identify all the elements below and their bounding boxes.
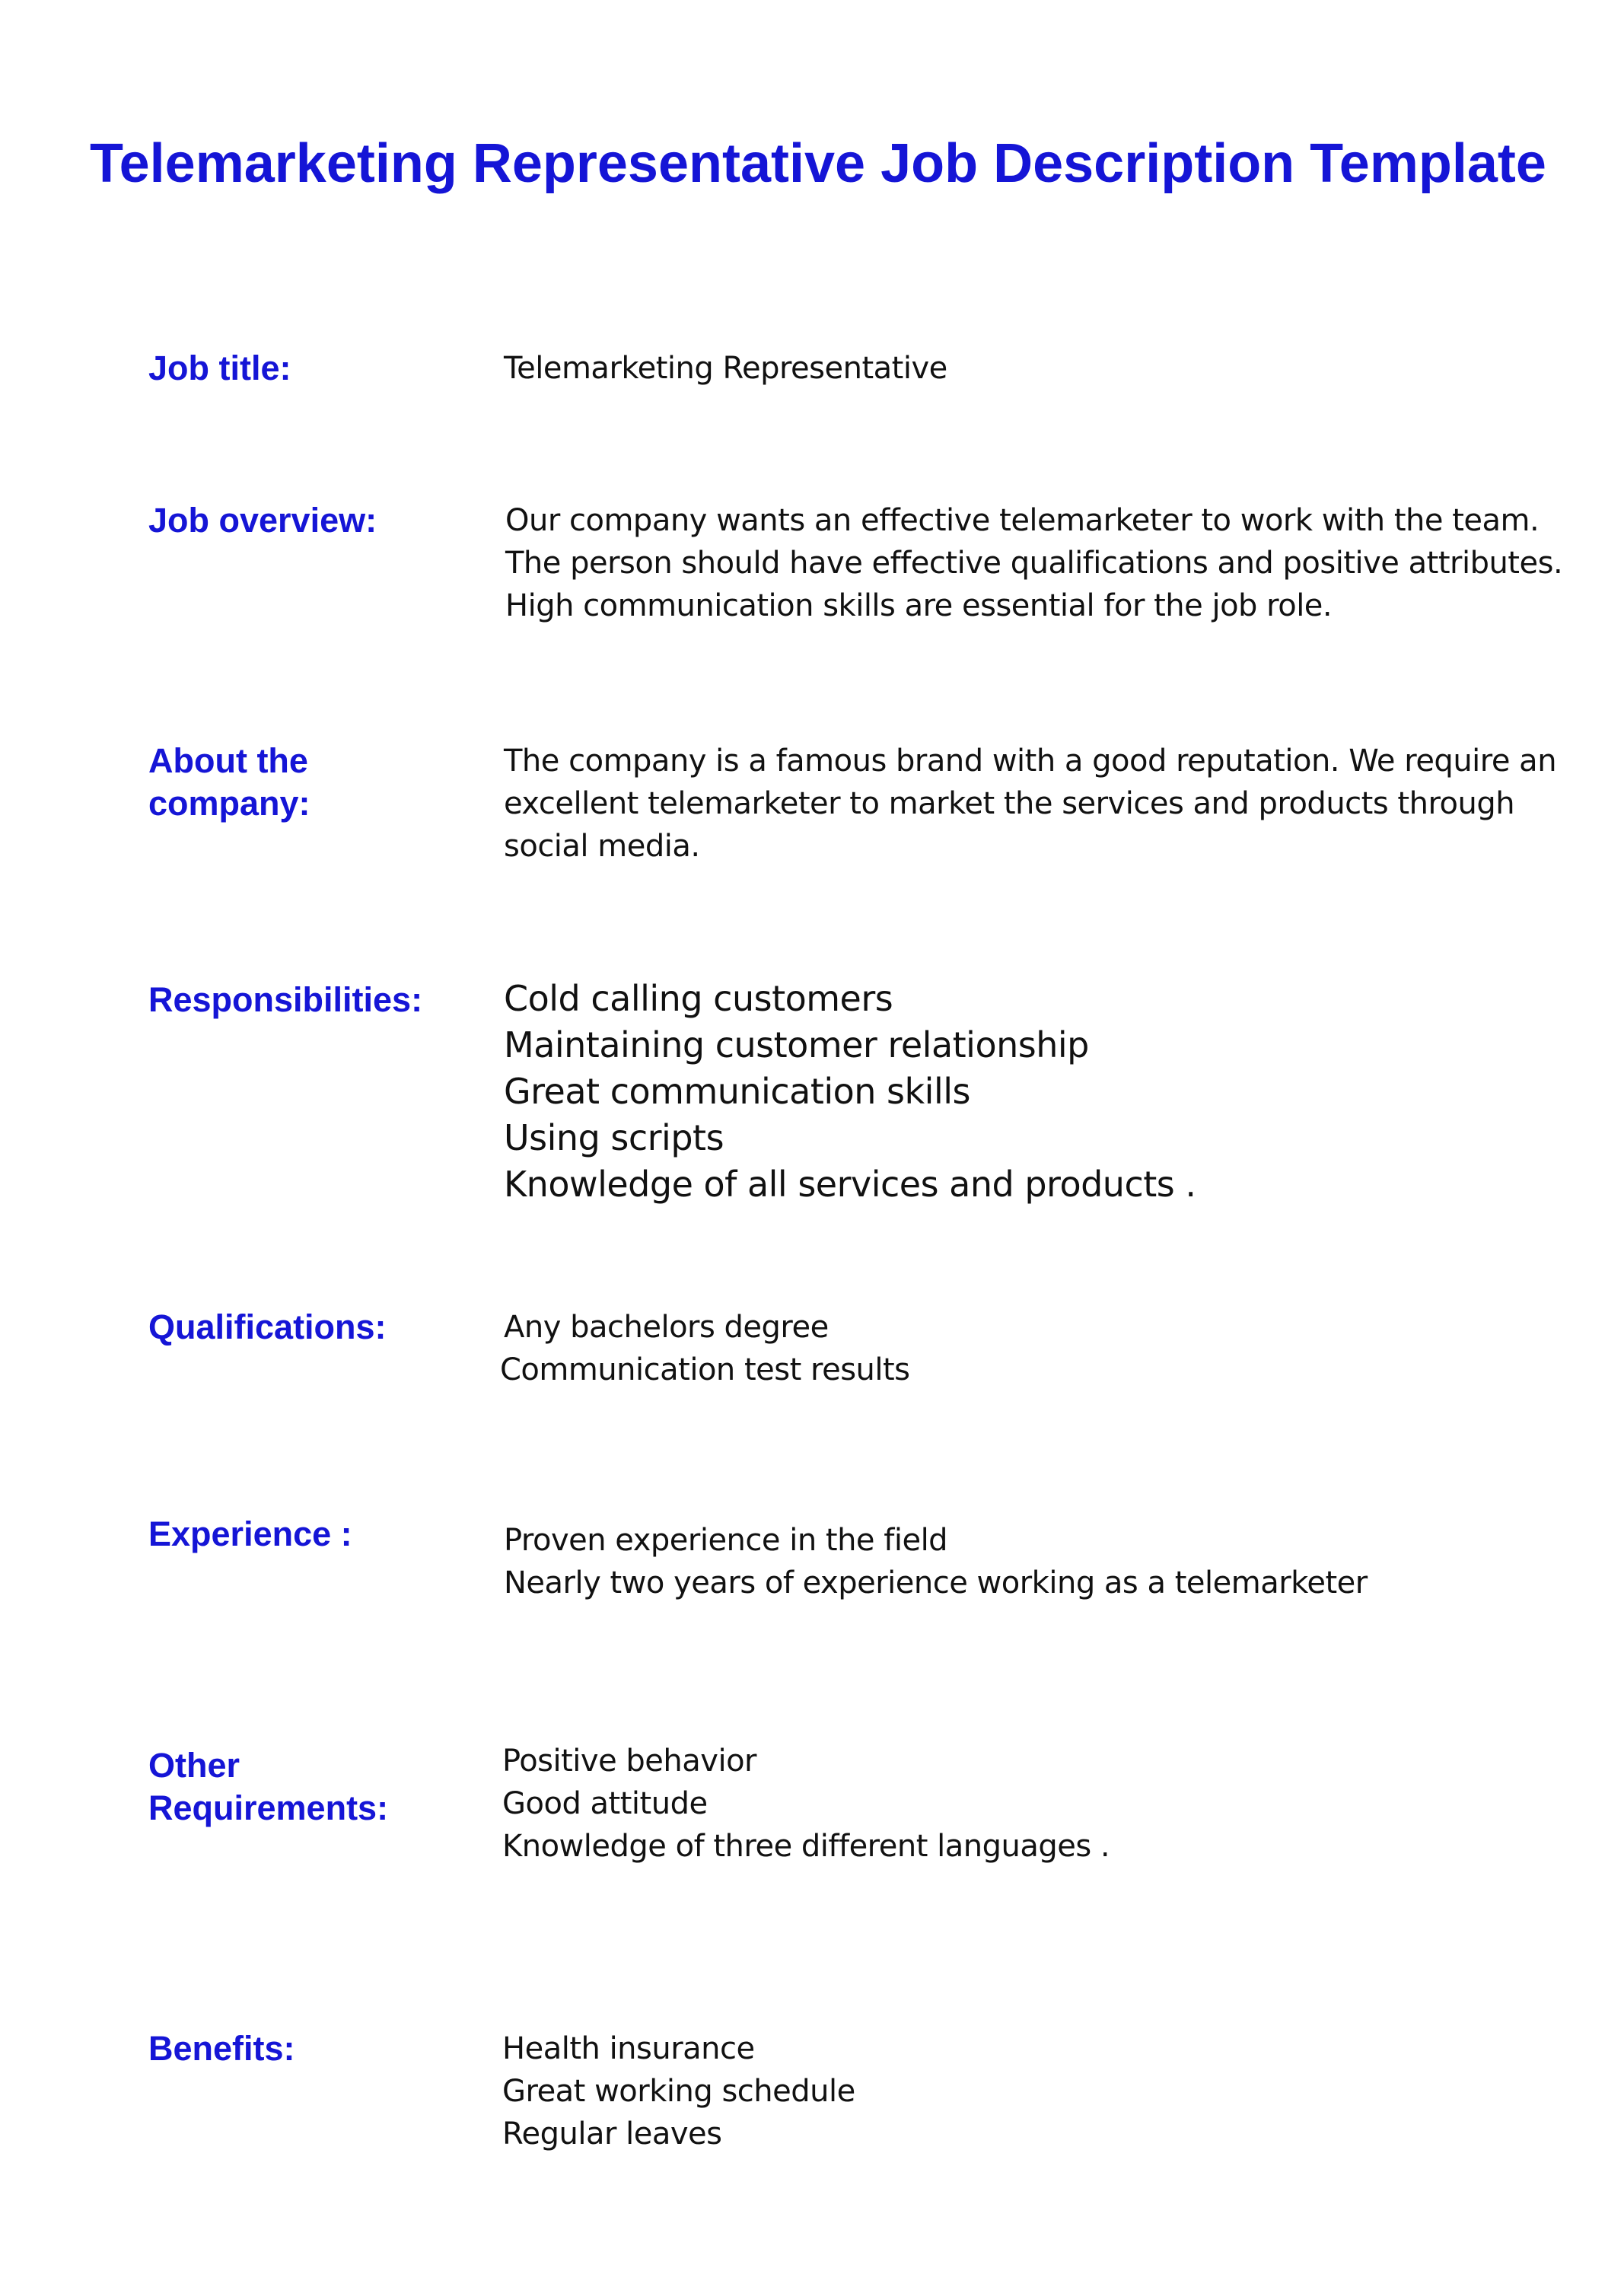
list-item: Knowledge of three different languages . — [502, 1829, 1110, 1864]
job-title-value — [504, 347, 1600, 390]
list-item: Maintaining customer relationship — [504, 1024, 1089, 1065]
about-company-line: excellent telemarketer to market the services and products through — [504, 786, 1515, 821]
other-requirements-label-line: Requirements: — [148, 1788, 389, 1827]
about-company-label-line: About the — [148, 741, 308, 780]
qualifications-label: Qualifications: — [148, 1307, 387, 1346]
about-company-label-line: company: — [148, 784, 310, 823]
list-item: Using scripts — [504, 1117, 724, 1158]
list-item: Knowledge of all services and products . — [504, 1164, 1196, 1205]
list-item: Communication test results — [500, 1352, 910, 1387]
experience-label: Experience : — [148, 1514, 352, 1553]
job-title-label: Job title: — [148, 349, 291, 387]
other-requirements-label-line: Other — [148, 1746, 240, 1785]
responsibilities-label: Responsibilities: — [148, 980, 423, 1019]
list-item: Great working schedule — [502, 2074, 855, 2109]
job-title-text: Telemarketing Representative — [504, 351, 947, 386]
about-company-label — [148, 740, 483, 825]
responsibilities-list — [504, 976, 1600, 1208]
list-item: Great communication skills — [504, 1071, 970, 1112]
other-requirements-list — [502, 1740, 1598, 1868]
list-item: Proven experience in the field — [504, 1523, 948, 1558]
job-overview-line: The person should have effective qualifications and positive attributes. — [505, 546, 1563, 581]
about-company-line: social media. — [504, 829, 700, 864]
job-overview-text — [505, 499, 1601, 627]
benefits-list — [502, 2027, 1598, 2155]
list-item: Regular leaves — [502, 2116, 722, 2151]
benefits-label: Benefits: — [148, 2029, 295, 2068]
job-overview-label: Job overview: — [148, 501, 377, 540]
job-overview-line: Our company wants an effective telemarketer to work with the team. — [505, 503, 1540, 538]
list-item: Any bachelors degree — [504, 1310, 829, 1345]
list-item: Good attitude — [502, 1786, 708, 1821]
page-title: Telemarketing Representative Job Description Template — [90, 133, 1546, 194]
list-item: Nearly two years of experience working as a telemarketer — [504, 1565, 1368, 1600]
qualifications-list — [500, 1306, 1600, 1391]
about-company-text — [504, 740, 1600, 868]
job-overview-line: High communication skills are essential for the job role. — [505, 588, 1333, 623]
experience-list — [504, 1519, 1600, 1604]
list-item: Health insurance — [502, 2031, 755, 2066]
list-item: Positive behavior — [502, 1744, 756, 1779]
about-company-line: The company is a famous brand with a good reputation. We require an — [504, 744, 1557, 779]
other-requirements-label — [148, 1744, 483, 1830]
list-item: Cold calling customers — [504, 978, 893, 1019]
